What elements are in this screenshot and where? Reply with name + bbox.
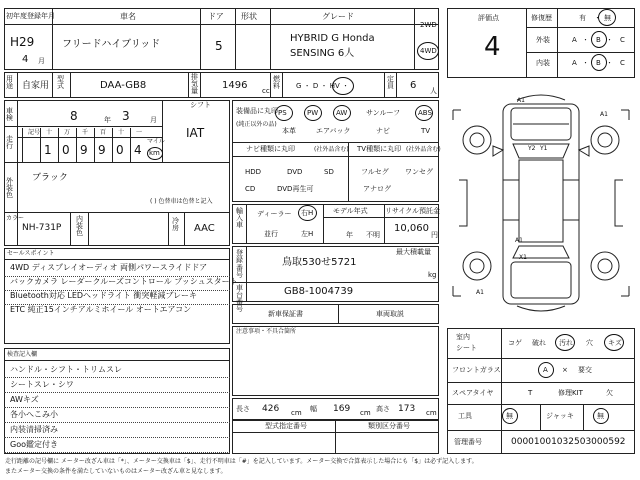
- digit-divider: [58, 128, 59, 162]
- right-side-panel: [615, 180, 623, 226]
- color-code-label: カラー: [6, 215, 25, 222]
- mileage-digit: 0: [62, 143, 70, 157]
- grade-option: A: [572, 36, 577, 44]
- import-dealer: ディーラー: [257, 210, 292, 218]
- equipment-item: ABS: [418, 109, 432, 117]
- col-divider: [338, 304, 339, 324]
- grade-label: グレード: [322, 12, 354, 21]
- grade-line2: SENSING 6人: [290, 48, 355, 59]
- inspector-line: シートスレ・シワ: [10, 380, 74, 389]
- navi-note: (社外品含む): [314, 146, 349, 153]
- inspector-divider: [4, 452, 230, 453]
- inspector-line: AWキズ: [10, 395, 39, 404]
- seat-option: キズ: [608, 339, 622, 347]
- col-divider: [70, 72, 71, 98]
- damage-mark: X1: [519, 254, 527, 261]
- inspector-line: 内装清掃済み: [10, 425, 58, 434]
- mileage-unit-label: マイル: [147, 138, 165, 145]
- col-divider: [323, 204, 324, 244]
- digit-head: 千: [82, 129, 89, 136]
- doors-value: 5: [215, 39, 223, 53]
- spare-kit: 修理KIT: [558, 389, 583, 397]
- registration-label: 登録番号: [236, 249, 243, 280]
- row-divider: [232, 282, 439, 283]
- manage-label: 管理番号: [454, 438, 482, 446]
- corner-mark: [621, 110, 629, 120]
- tv-item: フルセグ: [361, 168, 389, 176]
- footer-line1: 走行距離の記号欄に メーター改ざん車は「*」、メーター交換車は「$」、走行不明車は「#」を記入しています。メーター交換で合算表示した場合にも「$」は必ず記入します。: [5, 458, 478, 465]
- inspector-divider: [4, 377, 230, 378]
- mileage-digit: 1: [44, 143, 52, 157]
- navi-item: HDD: [245, 168, 262, 176]
- mileage-digit: 9: [80, 143, 88, 157]
- digit-head: 一: [136, 129, 143, 136]
- glass-a: A: [543, 366, 548, 374]
- grade-option: A: [572, 59, 577, 67]
- seat-option: 汚れ: [559, 339, 573, 347]
- col-divider: [414, 8, 415, 70]
- inspector-line: 各小へこみ小: [10, 410, 58, 419]
- length-unit: cm: [291, 409, 302, 417]
- col-divider: [540, 404, 541, 430]
- inspection-month-unit: 月: [150, 116, 157, 124]
- inspector-title: 検査記入欄: [7, 351, 38, 358]
- shape-label: 形状: [241, 12, 257, 21]
- inspector-line: Goo鑑定付き: [10, 440, 58, 449]
- wheel-front-right: [591, 126, 619, 154]
- length-label: 長さ: [236, 405, 250, 413]
- damage-mark: A1: [515, 237, 523, 244]
- glass-replace: 要交: [578, 366, 592, 374]
- length-value: 426: [262, 404, 280, 414]
- inspection-year-unit: 年: [104, 116, 111, 124]
- repair-none: 無: [604, 14, 611, 22]
- first-reg-month-unit: 月: [38, 57, 45, 65]
- fuel-hv-circle: [332, 77, 354, 95]
- grade-sep: ・: [582, 36, 589, 44]
- tools-value: 無: [506, 412, 513, 420]
- width-label: 幅: [310, 405, 317, 413]
- col-divider: [246, 204, 247, 244]
- seat-option: コゲ: [508, 339, 522, 347]
- row-divider: [526, 52, 635, 53]
- recycle-unit: 円: [431, 231, 438, 239]
- notes-label: 注意事項・不具合箇所: [236, 328, 297, 335]
- corner-mark: [621, 286, 629, 296]
- equipment-item: AW: [336, 109, 348, 117]
- navi-title: ナビ種類に丸印: [246, 145, 295, 153]
- damage-mark: A1: [476, 289, 484, 296]
- category-label: 類別区分番号: [368, 422, 410, 430]
- col-divider: [270, 8, 271, 70]
- tv-note: (社外品含む): [406, 146, 441, 153]
- spare-t: T: [528, 389, 533, 397]
- row-divider: [447, 382, 635, 383]
- tv-item: ワンセグ: [405, 168, 433, 176]
- displacement-unit: cc: [262, 87, 270, 95]
- col-divider: [557, 8, 558, 78]
- capacity-label: 定員: [387, 75, 394, 90]
- right-mirror: [579, 146, 589, 156]
- ac-label: 冷房: [172, 217, 179, 232]
- inspector-divider: [4, 422, 230, 423]
- grade-sep: ・: [582, 59, 589, 67]
- equipment-sub-item: エアバック: [316, 127, 351, 135]
- tools-label: 工具: [458, 412, 472, 420]
- import-label: 輸入車: [236, 207, 243, 229]
- sales-line: Bluetooth対応 LEDヘッドライト 衝突軽減ブレーキ: [10, 291, 198, 300]
- corner-mark: [453, 286, 461, 296]
- wheel-hub: [470, 133, 484, 147]
- exterior-label: 外装: [536, 36, 550, 44]
- row-divider: [447, 358, 635, 359]
- footer-line2: またメーター交換の条件を満たしていないものはメーター改ざん車と見なします。: [5, 468, 227, 475]
- model-label: 型式: [57, 75, 64, 90]
- col-divider: [501, 328, 502, 454]
- color-note: ( ) 色替車は色替と記入: [150, 198, 213, 205]
- wheel-front-left: [463, 126, 491, 154]
- inspection-year: 8: [70, 109, 78, 123]
- navi-item: DVD再生可: [277, 185, 314, 193]
- col-divider: [17, 72, 18, 98]
- sales-title: セールスポイント: [7, 250, 55, 257]
- mileage-digit: 0: [116, 143, 124, 157]
- digit-divider: [94, 128, 95, 162]
- seat-option: 破れ: [532, 339, 546, 347]
- drive-2wd: 2WD: [420, 21, 437, 29]
- color-value: ブラック: [32, 173, 68, 183]
- equipment-sublabel: (純正以外の品): [236, 121, 277, 128]
- max-load-label: 最大積載量: [396, 248, 431, 256]
- use-value: 自家用: [22, 81, 50, 91]
- score-label: 評価点: [478, 14, 499, 22]
- damage-mark: A1: [517, 97, 525, 104]
- drive-4wd: 4WD: [420, 47, 437, 55]
- col-divider: [188, 72, 189, 98]
- sales-line: 4WD ディスプレイオーディオ 両側パワースライドドア: [10, 263, 208, 272]
- col-divider: [246, 246, 247, 302]
- col-divider: [335, 420, 336, 454]
- import-parallel: 並行: [264, 230, 278, 238]
- spare-label: スペアタイヤ: [452, 389, 494, 397]
- max-load-unit: kg: [428, 271, 437, 279]
- col-divider: [235, 8, 236, 70]
- wheel-hub: [598, 133, 612, 147]
- interior-label: 内装: [536, 59, 550, 67]
- col-divider: [384, 72, 385, 98]
- grade-option: B: [596, 36, 601, 44]
- navi-item: SD: [324, 168, 334, 176]
- navi-item: DVD: [287, 168, 303, 176]
- grade-sep: ・: [606, 36, 613, 44]
- header-divider: [4, 24, 439, 25]
- color-side-label: 外装色: [6, 177, 13, 199]
- inspection-month: 3: [122, 109, 130, 123]
- digit-divider: [76, 128, 77, 162]
- left-mirror: [493, 146, 503, 156]
- inspector-divider: [4, 407, 230, 408]
- interior-seat-label-2: シート: [456, 344, 477, 352]
- color-code: NH-731P: [22, 223, 62, 233]
- wheel-rear-left: [463, 252, 491, 280]
- damage-mark: Y2: [528, 145, 536, 152]
- equipment-item: サンルーフ: [366, 109, 401, 117]
- row-divider: [323, 217, 439, 218]
- col-divider: [526, 8, 527, 78]
- digit-head: 十: [46, 129, 53, 136]
- repair-yes: 有: [579, 14, 586, 22]
- digit-divider: [112, 128, 113, 162]
- col-divider: [168, 212, 169, 246]
- docs-frame: [232, 304, 439, 324]
- row-divider: [232, 156, 439, 157]
- left-side-panel: [459, 180, 467, 226]
- wheel-rear-right: [591, 252, 619, 280]
- sales-line: ETC 純正15インチアルミホイール オートエアコン: [10, 305, 192, 314]
- row-divider: [4, 259, 230, 260]
- recycle-label: リサイクル預託金: [385, 207, 441, 215]
- interior-color-label: 内装色: [76, 215, 83, 237]
- damage-mark: Y1: [540, 145, 548, 152]
- wheel-hub: [470, 259, 484, 273]
- displacement-label: 排気量: [191, 73, 198, 95]
- digit-head-divider: [17, 137, 162, 138]
- grade-option: C: [620, 59, 625, 67]
- model-year-year: 年: [346, 231, 353, 239]
- score-value: 4: [484, 32, 501, 62]
- door-label: ドア: [208, 12, 224, 21]
- manage-value: 00001001032503000592: [511, 437, 626, 447]
- row-divider: [4, 212, 230, 213]
- grade-option: C: [620, 36, 625, 44]
- digit-divider: [22, 128, 23, 162]
- equipment-sub-item: ナビ: [376, 127, 390, 135]
- row-divider: [4, 360, 230, 361]
- inspection-label: 車検: [6, 107, 13, 122]
- model-year-label: モデル年式: [333, 207, 368, 215]
- equipment-label: 装備品に丸印: [236, 107, 278, 115]
- digit-head: 記号: [28, 129, 41, 136]
- rear-bumper-line: [517, 306, 565, 311]
- height-value: 173: [398, 404, 416, 414]
- import-right-h: 右H: [301, 209, 314, 217]
- tv-item: アナログ: [363, 185, 391, 193]
- col-divider: [583, 404, 584, 430]
- col-divider: [396, 72, 397, 98]
- tailgate-panel: [511, 262, 571, 298]
- displacement-value: 1496: [222, 80, 248, 91]
- spare-none: 欠: [606, 389, 613, 397]
- seat-option: 穴: [586, 339, 593, 347]
- digit-head: 十: [118, 129, 125, 136]
- import-left-h: 左H: [301, 230, 314, 238]
- height-unit: cm: [426, 409, 437, 417]
- car-name-label: 車名: [120, 12, 136, 21]
- shift-value: IAT: [186, 126, 205, 140]
- jack-label: ジャッキ: [546, 412, 574, 420]
- glass-x: ×: [562, 366, 568, 374]
- glass-label: フロントガラス: [452, 366, 501, 374]
- mileage-digit: 9: [98, 143, 106, 157]
- digit-divider: [40, 128, 41, 162]
- capacity-value: 6: [410, 80, 417, 91]
- first-reg-era: H29: [10, 35, 35, 49]
- chassis-label: 車台番号: [236, 284, 243, 313]
- fuel-options: G ・ D ・ HV ・: [296, 82, 349, 90]
- first-reg-month: 4: [22, 54, 29, 65]
- chassis-value: GB8-1004739: [284, 286, 354, 297]
- grade-sep: ・: [606, 59, 613, 67]
- equipment-item: PW: [307, 109, 319, 117]
- manual-label: 車両取説: [376, 310, 404, 318]
- equipment-item: PS: [278, 109, 287, 117]
- row-divider: [526, 27, 635, 28]
- col-divider: [200, 8, 201, 70]
- warranty-label: 新車保証書: [268, 310, 303, 318]
- col-divider: [270, 72, 271, 98]
- row-divider: [4, 126, 162, 127]
- grade-line1: HYBRID G Honda: [290, 33, 375, 44]
- equipment-sub-item: 本革: [282, 127, 296, 135]
- damage-mark: A1: [600, 111, 608, 118]
- inspector-divider: [4, 437, 230, 438]
- col-divider: [70, 212, 71, 246]
- corner-mark: [453, 110, 461, 120]
- row-divider: [447, 404, 635, 405]
- registration-value: 鳥取530せ5721: [282, 257, 357, 268]
- row-divider: [447, 430, 635, 431]
- inspector-line: ハンドル・シフト・トリムスレ: [10, 365, 122, 374]
- model-value: DAA-GB8: [100, 80, 147, 91]
- digit-head: 万: [64, 129, 71, 136]
- interior-seat-label-1: 室内: [456, 333, 470, 341]
- notes-frame: [232, 326, 439, 396]
- col-divider: [200, 72, 201, 98]
- sales-line: バックカメラ レーダークルーズコントロール プッシュスタート: [10, 277, 238, 286]
- model-year-unknown: 不明: [366, 231, 380, 239]
- jack-value: 無: [597, 412, 604, 420]
- first-reg-label: 初年度登録年月: [6, 12, 55, 20]
- col-divider: [282, 72, 283, 98]
- digit-divider: [130, 128, 131, 162]
- row-divider: [232, 142, 439, 143]
- width-value: 169: [333, 404, 351, 414]
- body-outline: [503, 104, 579, 304]
- capacity-unit: 人: [430, 87, 437, 95]
- repair-label: 修復歴: [531, 14, 552, 22]
- inspector-divider: [4, 392, 230, 393]
- digit-head: 百: [100, 129, 107, 136]
- fuel-label: 燃料: [273, 75, 280, 90]
- navi-item: CD: [245, 185, 256, 193]
- grade-option: B: [596, 59, 601, 67]
- type-designation-label: 型式指定番号: [265, 422, 307, 430]
- roof-panel: [519, 160, 563, 242]
- car-name-value: フリードハイブリッド: [62, 39, 161, 50]
- col-divider: [52, 72, 53, 98]
- repair-sep: ・: [594, 14, 601, 22]
- wheel-hub: [598, 259, 612, 273]
- row-divider: [4, 162, 230, 163]
- mileage-unit-selected: km: [149, 149, 160, 157]
- equipment-sub-item: TV: [421, 127, 431, 135]
- col-divider: [17, 100, 18, 246]
- recycle-value: 10,060: [394, 223, 429, 234]
- width-unit: cm: [360, 409, 371, 417]
- shift-label: シフト: [190, 101, 211, 109]
- col-divider: [88, 212, 89, 246]
- ac-value: AAC: [194, 223, 215, 234]
- height-label: 高さ: [376, 405, 390, 413]
- tv-title: TV種類に丸印: [357, 145, 402, 153]
- mileage-label: 走行: [6, 135, 13, 150]
- mileage-digit: 4: [134, 143, 142, 157]
- use-label: 用途: [6, 75, 13, 90]
- col-divider: [184, 212, 185, 246]
